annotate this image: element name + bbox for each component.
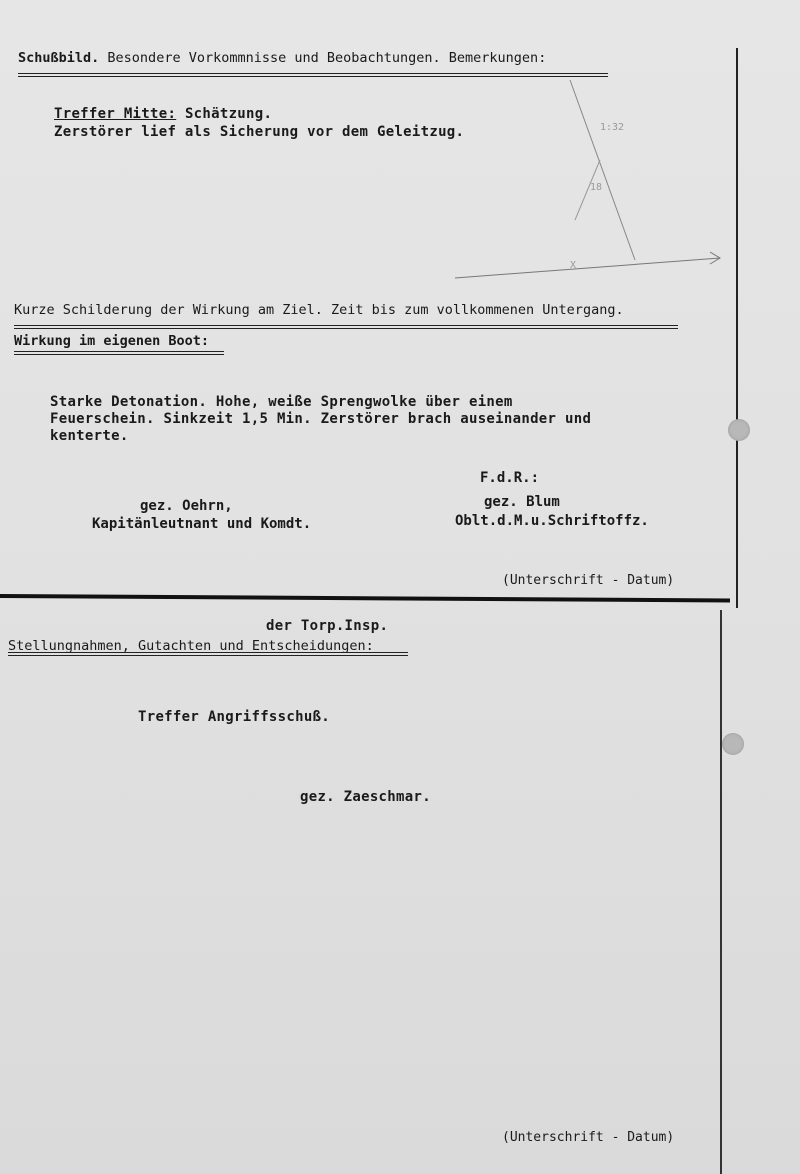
section2-heading-underline bbox=[14, 325, 678, 329]
sig-left-name: gez. Oehrn, bbox=[140, 498, 233, 514]
section1-heading-bold: Schußbild. bbox=[18, 50, 100, 66]
section-separator bbox=[0, 594, 730, 602]
right-margin-rule bbox=[736, 48, 738, 608]
signature-date-label-2: (Unterschrift - Datum) bbox=[502, 1130, 675, 1145]
torp-insp-insert: der Torp.Insp. bbox=[266, 618, 389, 634]
effect-para-line1: Starke Detonation. Hohe, weiße Sprengwolke über einem bbox=[50, 394, 513, 410]
section3-sig: gez. Zaeschmar. bbox=[300, 789, 431, 805]
section2-subheading: Wirkung im eigenen Boot: bbox=[14, 333, 210, 349]
torpedo-sketch bbox=[440, 80, 730, 280]
section2-heading: Kurze Schilderung der Wirkung am Ziel. Zeit bis zum vollkommenen Untergang. bbox=[14, 302, 624, 318]
punch-hole-upper bbox=[728, 419, 750, 441]
section3-heading: Stellungnahmen, Gutachten und Entscheidungen: bbox=[8, 638, 374, 654]
section2-subheading-underline bbox=[14, 351, 224, 355]
section1-heading-underline bbox=[18, 73, 608, 77]
section1-heading-rest: Besondere Vorkommnisse und Beobachtungen. Bemerkungen: bbox=[107, 50, 547, 66]
section1-heading bbox=[18, 50, 546, 66]
section1-line2: Zerstörer lief als Sicherung vor dem Geleitzug. bbox=[54, 124, 465, 140]
section3-heading-underline bbox=[8, 652, 408, 656]
hit-value: Schätzung. bbox=[184, 106, 273, 122]
sig-right-fdr: F.d.R.: bbox=[480, 470, 540, 486]
effect-para-line3: kenterte. bbox=[50, 428, 129, 444]
sig-right-rank: Oblt.d.M.u.Schriftoffz. bbox=[455, 513, 649, 529]
punch-hole-lower bbox=[722, 733, 744, 755]
sketch-label-top: 1:32 bbox=[600, 122, 625, 133]
signature-date-label-1: (Unterschrift - Datum) bbox=[502, 573, 675, 588]
sketch-label-mid: 18 bbox=[590, 182, 603, 193]
sig-left-rank: Kapitänleutnant und Komdt. bbox=[92, 516, 312, 532]
sketch-label-bottom: X bbox=[570, 260, 577, 271]
section3-text: Treffer Angriffsschuß. bbox=[138, 709, 331, 725]
hit-label: Treffer Mitte: bbox=[54, 106, 177, 122]
section1-line1 bbox=[54, 106, 272, 122]
right-margin-rule-lower bbox=[720, 610, 722, 1174]
effect-para-line2: Feuerschein. Sinkzeit 1,5 Min. Zerstörer brach auseinander und bbox=[50, 411, 592, 427]
sig-right-name: gez. Blum bbox=[484, 494, 560, 510]
